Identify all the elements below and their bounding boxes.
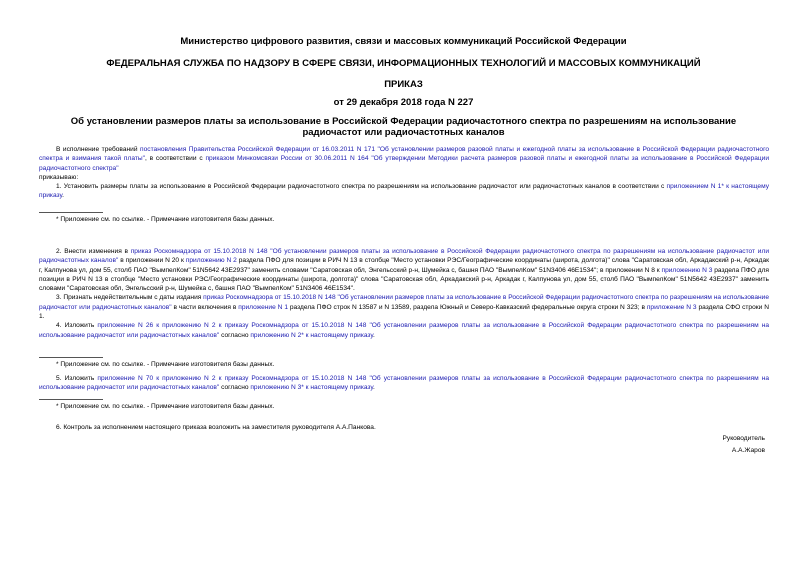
- appendix-2-link[interactable]: приложению N 2: [185, 257, 237, 265]
- item-5-text-c: .: [373, 384, 375, 392]
- appendix-70-link[interactable]: приложение N 70 к приложению N 2 к приказу Роскомнадзора от 15.10.2018 N 148 "Об установлении размеров платы за использование в Российской Федерации радиочастотного спектра по разрешениям на использование радиочастот или радиочастотных каналов": [39, 375, 769, 392]
- item-5-text-a: 5. Изложить: [56, 375, 98, 382]
- item-3: [39, 293, 769, 321]
- footnote-divider: [39, 399, 103, 400]
- government-decree-link[interactable]: постановления Правительства Российской Федерации от 16.03.2011 N 171 "Об установлении размеров разовой платы и ежегодной платы за использование в Российской Федерации радиочастотного спектра и взимания такой платы": [39, 146, 769, 163]
- item-2: [39, 247, 769, 293]
- preamble-text-1: В исполнение требований: [56, 146, 141, 153]
- item-3-text-d: раздела СФО строки N 1.: [39, 303, 769, 321]
- document-type: ПРИКАЗ: [384, 79, 423, 90]
- appendix-1-link[interactable]: приложением N 1* к настоящему приказу: [39, 183, 769, 200]
- item-3-text-a: 3. Признать недействительным с даты издания: [56, 294, 204, 302]
- item-2-text-b: в приложении N 20 к: [118, 257, 186, 265]
- item-4-text-c: .: [373, 331, 375, 339]
- item-6: 6. Контроль за исполнением настоящего приказа возложить на заместителя руководителя А.А.Панкова.: [56, 424, 376, 431]
- preamble-text-2: , в соответствии с: [144, 155, 206, 163]
- document-date-number: от 29 декабря 2018 года N 227: [333, 97, 474, 108]
- order-word: приказываю:: [39, 173, 79, 181]
- appendix-3-link-2[interactable]: приложение N 3: [646, 303, 697, 311]
- ministry-heading: Министерство цифрового развития, связи и массовых коммуникаций Российской Федерации: [180, 36, 627, 47]
- appendix-1-link-2[interactable]: приложение N 1: [238, 303, 288, 311]
- item-1-text: 1. Установить размеры платы за использование в Российской Федерации радиочастотного спектра по разрешениям на использование радиочастот или радиочастотных каналов в соответствии с: [56, 183, 667, 191]
- new-appendix-3-link[interactable]: приложению N 3* к настоящему приказу: [250, 384, 374, 392]
- preamble: [39, 145, 769, 201]
- appendix-3-link[interactable]: приложению N 3: [661, 266, 713, 274]
- document-title: Об установлении размеров платы за использование в Российской Федерации радиочастотного спектра по разрешениям на использование радиочастот или радиочастотных каналов: [70, 116, 737, 138]
- item-1: [39, 182, 769, 201]
- item-2-text-a: 2. Внести изменения в: [56, 248, 131, 255]
- appendix-26-link[interactable]: приложение N 26 к приложению N 2 к приказу Роскомнадзора от 15.10.2018 N 148 "Об установлении размеров платы за использование в Российской Федерации радиочастотного спектра по разрешениям на использование радиочастот или радиочастотных каналов": [39, 322, 769, 339]
- service-heading: ФЕДЕРАЛЬНАЯ СЛУЖБА ПО НАДЗОРУ В СФЕРЕ СВЯЗИ, ИНФОРМАЦИОННЫХ ТЕХНОЛОГИЙ И МАССОВЫХ КОММУНИКАЦИЙ: [106, 58, 701, 69]
- item-5-block: [39, 374, 769, 393]
- item-6-block: [39, 423, 769, 432]
- signature-name: А.А.Жаров: [731, 447, 765, 454]
- item-4-text-b: согласно: [219, 331, 251, 339]
- footnote-divider: [39, 357, 103, 358]
- ministry-order-link[interactable]: приказом Минкомсвязи России от 30.06.2011 N 164 "Об утверждении Методики расчета размеров разовой платы и ежегодной платы за использование в Российской Федерации радиочастотного спектра": [39, 155, 769, 172]
- item-5-text-b: согласно: [219, 384, 251, 392]
- item-2-text-d: раздела ПФО для позиции в РИЧ N 13 в столбце "Место установки РЭС/Географические координаты (широта, долгота)" слова "Саратовская обл, Аркадакский р-н, Аркадак г, Калпунова ул, дом 55, столб ПАО "ВымпелКом" 51N5642 43E2937" заменить словами "Саратовская обл, Энгельсский р-н, Шумейка с, башня ПАО "ВымпелКом" 51N3406 46E1534".: [39, 266, 769, 293]
- item-3-text-c: раздела ПФО строк N 13587 и N 13589, раздела Южный и Северо-Кавказский федеральные округа строки N 323; в: [288, 303, 647, 311]
- footnote-2: * Приложение см. по ссылке. - Примечание изготовителя базы данных.: [56, 361, 275, 368]
- item-3-text-b: в части включения в: [171, 303, 239, 311]
- item-4-text-a: 4. Изложить: [56, 322, 98, 330]
- new-appendix-2-link[interactable]: приложению N 2* к настоящему приказу: [250, 331, 374, 339]
- footnote-1: * Приложение см. по ссылке. - Примечание изготовителя базы данных.: [56, 216, 275, 223]
- roskomnadzor-order-link-2[interactable]: приказ Роскомнадзора от 15.10.2018 N 148 "Об установлении размеров платы за использование в Российской Федерации радиочастотного спектра по разрешениям на использование радиочастот или радиочастотных каналов": [39, 294, 769, 311]
- item-2-text-c: раздела ПФО для позиции в РИЧ N 13 в столбце "Место установки РЭС/Географические координаты (широта, долгота)" слова "Саратовская обл, Аркадакский р-н, Аркадак г, Калпунова ул, дом 55, столб ПАО "ВымпелКом" 51N5642 43E2937" заменить словами "Саратовская обл, Энгельсский р-н, Шумейка с, башня ПАО "ВымпелКом" 51N3406 46E1534"; в приложении N 8 к: [39, 257, 770, 274]
- items-2-4: [39, 247, 769, 340]
- signature-role: Руководитель: [722, 435, 765, 442]
- footnote-3: * Приложение см. по ссылке. - Примечание изготовителя базы данных.: [56, 403, 275, 410]
- item-4: [39, 321, 769, 340]
- roskomnadzor-order-link[interactable]: приказ Роскомнадзора от 15.10.2018 N 148 "Об установлении размеров платы за использование в Российской Федерации радиочастотного спектра по разрешениям на использование радиочастот или радиочастотных каналов": [39, 248, 769, 265]
- item-1-end: .: [62, 192, 64, 200]
- item-5: [39, 374, 769, 393]
- footnote-divider: [39, 212, 103, 213]
